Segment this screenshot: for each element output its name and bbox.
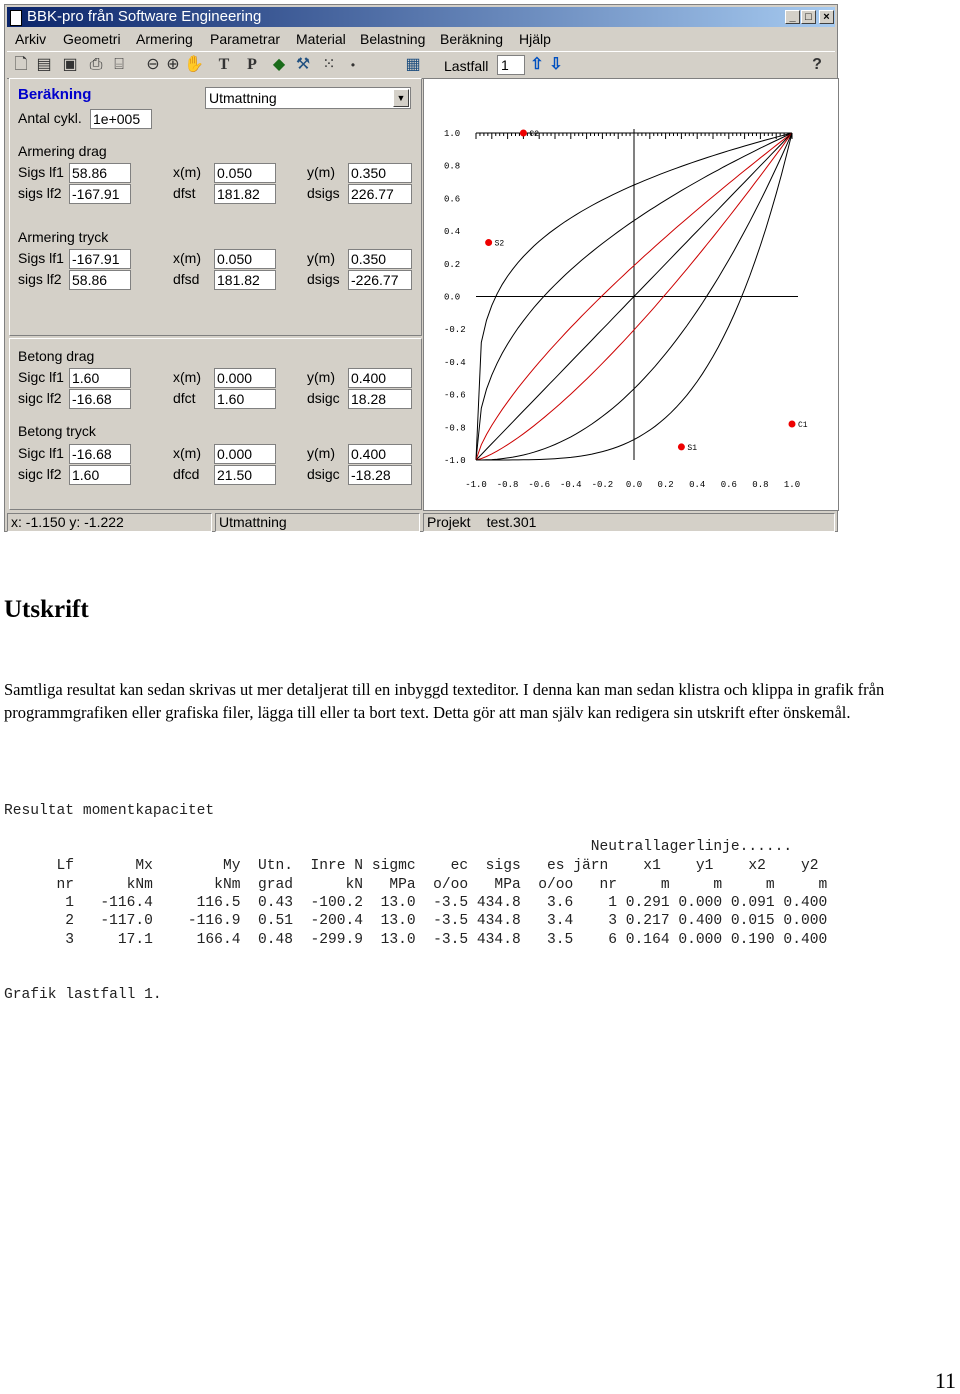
x-tick-label: 0.2 xyxy=(657,480,674,490)
menu-bar xyxy=(7,28,835,50)
bt-r1-label1: Sigc lf1 xyxy=(18,445,64,461)
point-c2 xyxy=(520,130,527,137)
x-tick-label: -0.4 xyxy=(559,480,582,490)
at-r1-label2: x(m) xyxy=(173,250,201,266)
lastfall-input[interactable]: 1 xyxy=(497,55,525,75)
bt-r2-label2: dfcd xyxy=(173,466,200,482)
x-tick-label: 1.0 xyxy=(783,480,801,490)
zoom-out-icon[interactable]: ⊖ xyxy=(146,56,160,73)
at-r1-field3[interactable]: 0.350 xyxy=(348,249,412,269)
bt-r2-field1[interactable]: 1.60 xyxy=(69,465,131,485)
cycles-input[interactable]: 1e+005 xyxy=(90,109,152,129)
mode-select-value: Utmattning xyxy=(209,90,277,106)
ad-r1-field2[interactable]: 0.050 xyxy=(214,163,276,183)
bd-r1-field2[interactable]: 0.000 xyxy=(214,368,276,388)
zoom-in-icon[interactable]: ⊕ xyxy=(166,56,180,73)
betong-tryck-heading: Betong tryck xyxy=(18,423,96,439)
result-table-header-2: nr kNm kNm grad kN MPa o/oo MPa o/oo nr m m m m xyxy=(4,877,828,893)
armering-tryck-heading: Armering tryck xyxy=(18,229,109,245)
ad-r2-field3[interactable]: 226.77 xyxy=(348,184,412,204)
point-c1 xyxy=(789,421,796,428)
status-coords: x: -1.150 y: -1.222 xyxy=(7,513,212,532)
y-tick-label: 0.0 xyxy=(444,292,461,303)
table-row: 2 -117.0 -116.9 0.51 -200.4 13.0 -3.5 434.8 3.4 3 0.217 0.400 0.015 0.000 xyxy=(4,913,828,929)
menu-geometri[interactable]: Geometri xyxy=(63,31,121,47)
bd-r2-label2: dfct xyxy=(173,390,196,406)
section-t-icon[interactable]: T xyxy=(218,56,230,73)
ad-r2-field2[interactable]: 181.82 xyxy=(214,184,276,204)
ad-r2-label2: dfst xyxy=(173,185,196,201)
close-button[interactable]: × xyxy=(819,10,834,24)
at-r2-field2[interactable]: 181.82 xyxy=(214,270,276,290)
point-label-s2: S2 xyxy=(494,239,505,249)
help-icon[interactable]: ? xyxy=(812,56,822,73)
reinforcement-icon[interactable]: ⚒ xyxy=(295,56,311,73)
status-bar xyxy=(7,512,835,532)
at-r1-label1: Sigs lf1 xyxy=(18,250,64,266)
settings-icon[interactable]: ⌸ xyxy=(114,56,124,73)
bd-r2-field3[interactable]: 18.28 xyxy=(348,389,412,409)
status-mode: Utmattning xyxy=(215,513,420,532)
y-tick-label: -1.0 xyxy=(444,456,466,466)
ad-r1-label3: y(m) xyxy=(307,164,335,180)
at-r1-label3: y(m) xyxy=(307,250,335,266)
chevron-down-icon[interactable]: ▼ xyxy=(393,89,409,107)
app-window xyxy=(4,4,838,532)
window-title: BBK-pro från Software Engineering xyxy=(27,8,262,25)
minimize-button[interactable]: _ xyxy=(785,10,800,24)
x-tick-label: 0.0 xyxy=(625,480,643,490)
menu-arkiv[interactable]: Arkiv xyxy=(15,31,47,47)
menu-belastning[interactable]: Belastning xyxy=(360,31,426,47)
at-r1-field1[interactable]: -167.91 xyxy=(69,249,131,269)
ad-r2-label1: sigs lf2 xyxy=(18,185,62,201)
mode-select[interactable] xyxy=(205,87,411,109)
grid-dots-icon[interactable]: ⁙ xyxy=(322,56,336,73)
x-tick-label: -0.2 xyxy=(591,480,614,490)
bd-r2-label3: dsigc xyxy=(307,390,340,406)
bt-r2-field2[interactable]: 21.50 xyxy=(214,465,276,485)
y-tick-label: 0.4 xyxy=(444,227,461,238)
point-s1 xyxy=(678,443,685,450)
point-label-c2: C2 xyxy=(529,130,540,139)
result-title: Resultat momentkapacitet xyxy=(4,803,215,819)
y-tick-label: 0.8 xyxy=(444,161,461,172)
bt-r1-field2[interactable]: 0.000 xyxy=(214,444,276,464)
bd-r1-field1[interactable]: 1.60 xyxy=(69,368,131,388)
at-r2-label1: sigs lf2 xyxy=(18,271,62,287)
project-file: test.301 xyxy=(486,514,537,530)
armering-drag-heading: Armering drag xyxy=(18,143,107,159)
table-row: 1 -116.4 116.5 0.43 -100.2 13.0 -3.5 434.8 3.6 1 0.291 0.000 0.091 0.400 xyxy=(4,895,828,911)
bd-r2-field2[interactable]: 1.60 xyxy=(214,389,276,409)
y-tick-label: 1.0 xyxy=(444,129,461,139)
result-table-line-0: Neutrallagerlinje...... xyxy=(4,839,793,855)
menu-berakning[interactable]: Beräkning xyxy=(440,31,504,47)
lastfall-label: Lastfall xyxy=(444,58,489,74)
calculator-icon[interactable]: ▦ xyxy=(405,56,421,73)
bt-r2-field3[interactable]: -18.28 xyxy=(348,465,412,485)
title-bar xyxy=(7,7,835,27)
bt-r2-label3: dsigc xyxy=(307,466,340,482)
bt-r1-field3[interactable]: 0.400 xyxy=(348,444,412,464)
arrow-down-icon[interactable]: ⇩ xyxy=(549,56,563,73)
ad-r1-field3[interactable]: 0.350 xyxy=(348,163,412,183)
y-tick-label: -0.4 xyxy=(444,357,466,368)
at-r2-field1[interactable]: 58.86 xyxy=(69,270,131,290)
ad-r1-label1: Sigs lf1 xyxy=(18,164,64,180)
y-tick-label: -0.8 xyxy=(444,423,466,434)
project-label: Projekt xyxy=(427,514,471,530)
betong-drag-heading: Betong drag xyxy=(18,348,95,364)
cycles-label: Antal cykl. xyxy=(18,110,82,126)
x-tick-label: -1.0 xyxy=(465,480,487,490)
result-table-header-1: Lf Mx My Utn. Inre N sigmc ec sigs es järn x1 y1 x2 y2 xyxy=(4,858,819,874)
menu-parametrar[interactable]: Parametrar xyxy=(210,31,281,47)
y-tick-label: 0.6 xyxy=(444,194,461,205)
point-icon[interactable]: • xyxy=(350,58,356,72)
menu-hjalp[interactable]: Hjälp xyxy=(519,31,551,47)
bd-r1-label1: Sigc lf1 xyxy=(18,369,64,385)
page-number: 11 xyxy=(934,1368,956,1393)
menu-material[interactable]: Material xyxy=(296,31,346,47)
bd-r1-label3: y(m) xyxy=(307,369,335,385)
bt-r1-label2: x(m) xyxy=(173,445,201,461)
bd-r1-field3[interactable]: 0.400 xyxy=(348,368,412,388)
ad-r1-label2: x(m) xyxy=(173,164,201,180)
body-paragraph: Samtliga resultat kan sedan skrivas ut mer detaljerat till en inbyggd texteditor. I denna kan man sedan klistra och klippa in grafik från programmgrafiken eller grafiska filer, lägga till eller ta bort text. Detta gör att man själv kan redigera sin utskrift efter önskemål. xyxy=(4,680,885,722)
point-label-c1: C1 xyxy=(798,421,808,431)
ad-r1-field1[interactable]: 58.86 xyxy=(69,163,131,183)
app-icon xyxy=(10,10,22,26)
arrow-up-icon[interactable]: ⇧ xyxy=(530,56,544,73)
bd-r2-label1: sigc lf2 xyxy=(18,390,62,406)
interaction-chart xyxy=(424,79,838,510)
at-r1-field2[interactable]: 0.050 xyxy=(214,249,276,269)
interaction-plot[interactable] xyxy=(423,78,839,511)
x-tick-label: -0.6 xyxy=(528,480,551,490)
pan-hand-icon[interactable]: ✋ xyxy=(184,56,204,73)
bt-r2-label1: sigc lf2 xyxy=(18,466,62,482)
x-tick-label: 0.4 xyxy=(689,480,706,490)
y-tick-label: -0.6 xyxy=(444,390,466,401)
load-p-icon[interactable]: P xyxy=(247,56,257,73)
status-project xyxy=(423,513,835,532)
at-r2-label2: dfsd xyxy=(173,271,200,287)
bd-r1-label2: x(m) xyxy=(173,369,201,385)
x-tick-label: -0.8 xyxy=(496,480,519,490)
save-icon[interactable]: ▣ xyxy=(62,56,78,73)
at-r2-field3[interactable]: -226.77 xyxy=(348,270,412,290)
y-tick-label: -0.2 xyxy=(444,325,466,336)
grafik-caption: Grafik lastfall 1. xyxy=(4,987,162,1003)
y-tick-label: 0.2 xyxy=(444,259,461,270)
bd-r2-field1[interactable]: -16.68 xyxy=(69,389,131,409)
ad-r2-field1[interactable]: -167.91 xyxy=(69,184,131,204)
menu-armering[interactable]: Armering xyxy=(136,31,193,47)
print-icon[interactable]: ⎙ xyxy=(89,56,103,73)
point-label-s1: S1 xyxy=(687,443,698,453)
new-file-icon[interactable]: 🗋 xyxy=(14,56,28,73)
3d-view-icon[interactable]: ◆ xyxy=(272,56,286,73)
x-tick-label: 0.6 xyxy=(720,480,737,490)
x-tick-label: 0.8 xyxy=(752,480,769,490)
table-row: 3 17.1 166.4 0.48 -299.9 13.0 -3.5 434.8 3.5 6 0.164 0.000 0.190 0.400 xyxy=(4,932,828,948)
ad-r2-label3: dsigs xyxy=(307,185,340,201)
bt-r1-field1[interactable]: -16.68 xyxy=(69,444,131,464)
section-heading: Utskrift xyxy=(4,596,89,623)
bt-r1-label3: y(m) xyxy=(307,445,335,461)
at-r2-label3: dsigs xyxy=(307,271,340,287)
toolbar xyxy=(7,51,835,79)
berakning-heading: Beräkning xyxy=(18,86,92,103)
point-s2 xyxy=(485,239,492,246)
maximize-button[interactable]: □ xyxy=(801,10,816,24)
open-file-icon[interactable]: ▤ xyxy=(36,56,52,73)
